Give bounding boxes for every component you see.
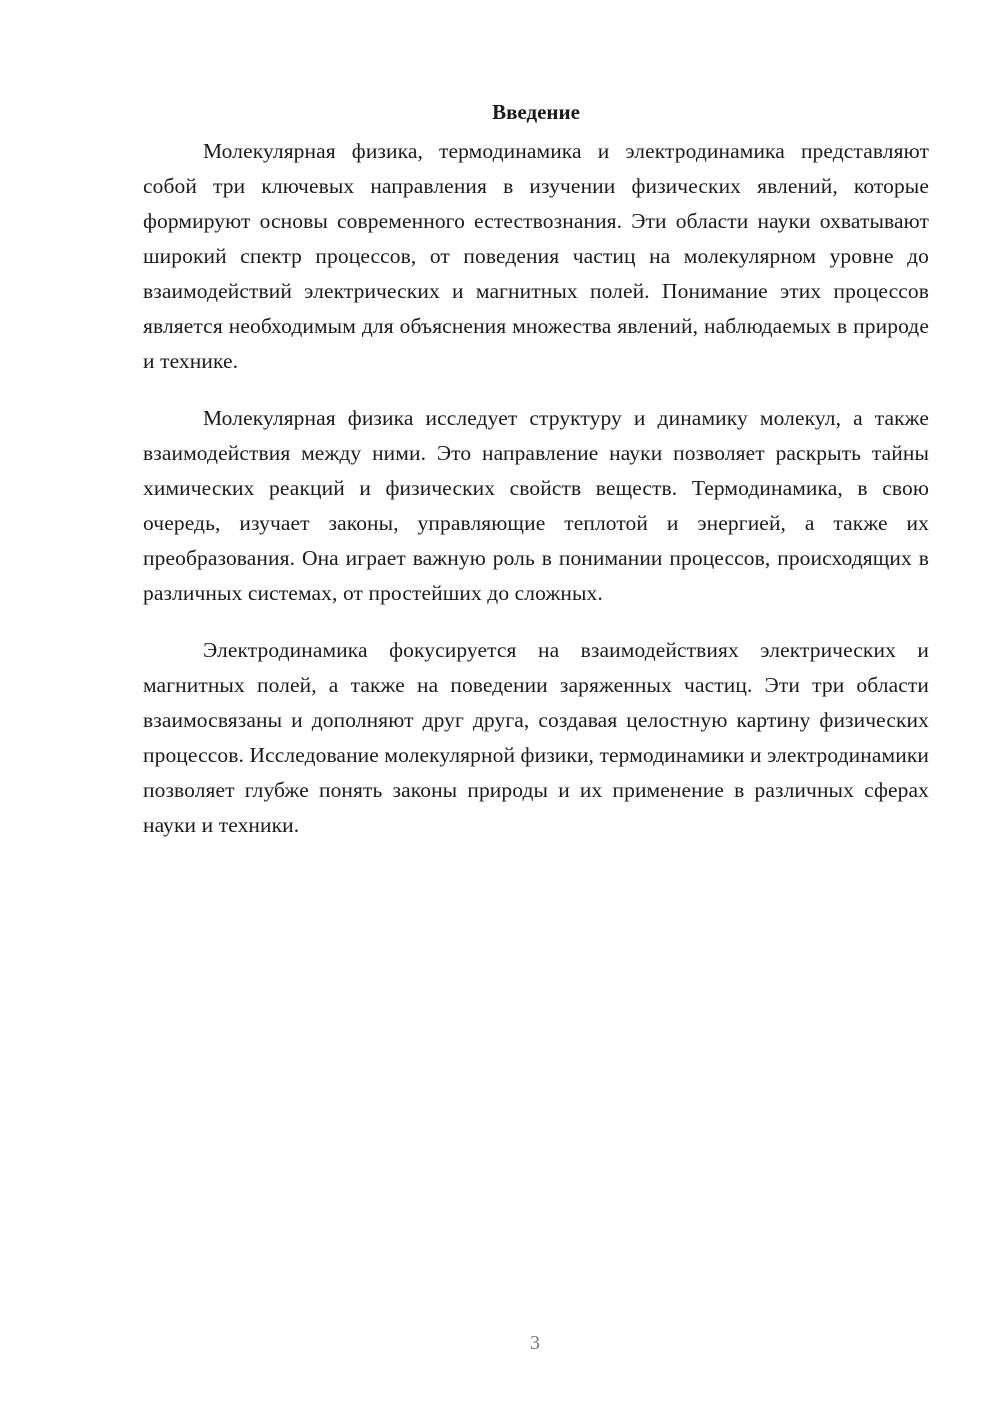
section-title: Введение — [492, 100, 580, 124]
paragraph-1: Молекулярная физика, термодинамика и электродинамика представляют собой три ключевых направления в изучении физических явлений, которые формируют основы современного естествознания. Эти области науки охватывают широкий спектр процессов, от поведения частиц на молекулярном уровне до взаимодействий электрических и магнитных полей. Понимание этих процессов является необходимым для объяснения множества явлений, наблюдаемых в природе и технике. — [143, 139, 929, 373]
page-number: 3 — [530, 1332, 540, 1354]
page-content — [143, 96, 929, 865]
paragraph-2: Молекулярная физика исследует структуру и динамику молекул, а также взаимодействия между ними. Это направление науки позволяет раскрыть тайны химических реакций и физических свойств веществ. Термодинамика, в свою очередь, изучает законы, управляющие теплотой и энергией, а также их преобразования. Она играет важную роль в понимании процессов, происходящих в различных системах, от простейших до сложных. — [143, 406, 929, 605]
paragraph-3: Электродинамика фокусируется на взаимодействиях электрических и магнитных полей, а также на поведении заряженных частиц. Эти три области взаимосвязаны и дополняют друг друга, создавая целостную картину физических процессов. Исследование молекулярной физики, термодинамики и электродинамики позволяет глубже понять законы природы и их применение в различных сферах науки и техники. — [143, 638, 929, 837]
